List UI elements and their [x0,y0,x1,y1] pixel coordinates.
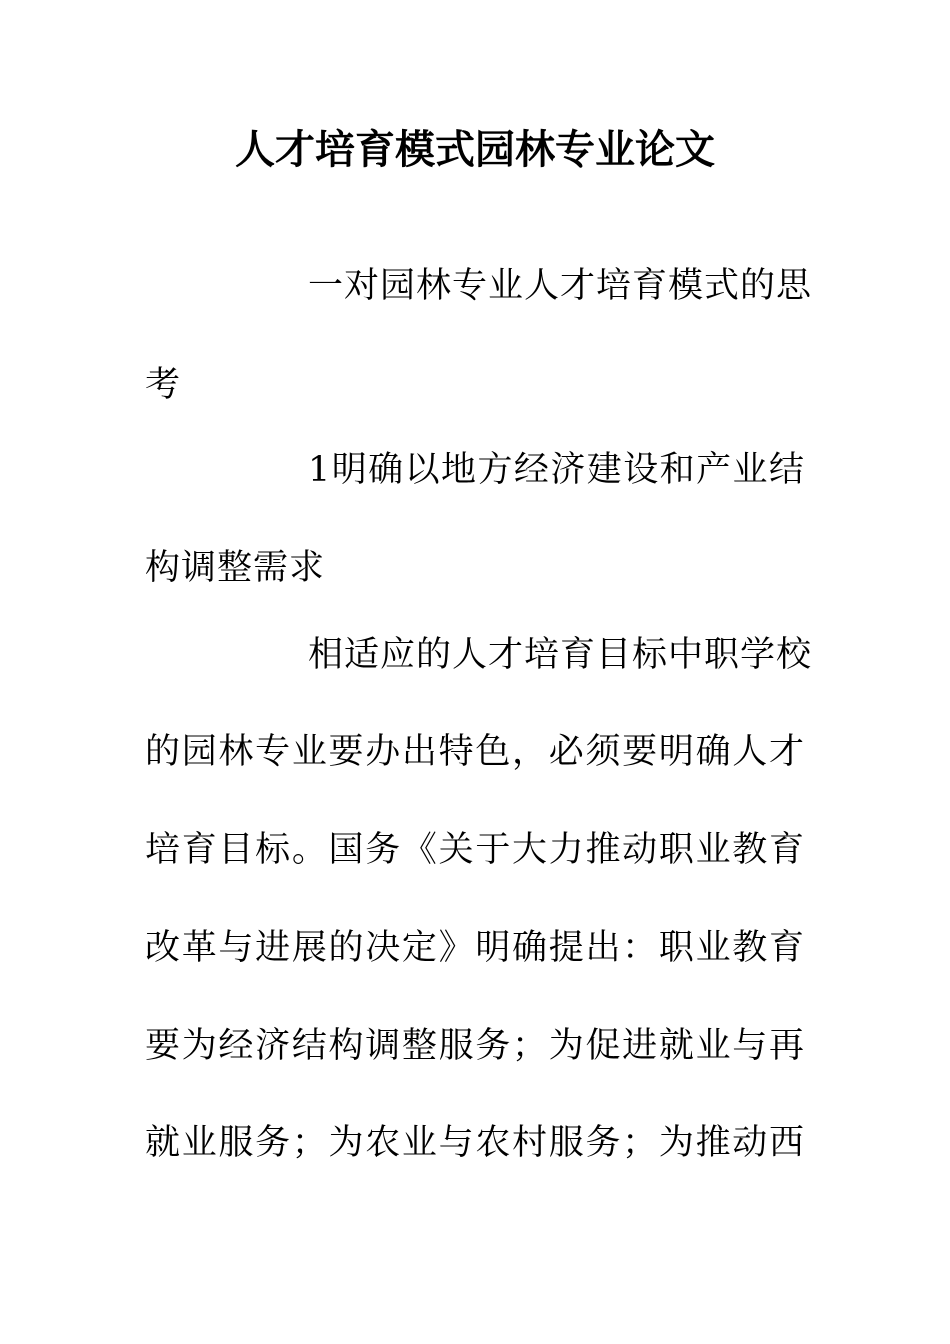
section-heading-line-2: 考 [145,365,182,405]
paragraph-line-2: 的园林专业要办出特色，必须要明确人才 [145,732,805,772]
section-heading-line-1: 一对园林专业人才培育模式的思 [308,266,813,306]
paragraph-line-5: 要为经济结构调整服务；为促进就业与再 [145,1026,805,1066]
paragraph-line-4: 改革与进展的决定》明确提出：职业教育 [145,928,805,968]
paragraph-line-1: 相适应的人才培育目标中职学校 [308,635,813,675]
paragraph-line-6: 就业服务；为农业与农村服务；为推动西 [145,1123,805,1163]
paragraph-line-3: 培育目标。国务《关于大力推动职业教育 [145,830,805,870]
document-title: 人才培育模式园林专业论文 [235,127,715,173]
subsection-heading-line-2: 构调整需求 [145,548,326,588]
subsection-heading-line-1: 1明确以地方经济建设和产业结 [308,450,805,490]
